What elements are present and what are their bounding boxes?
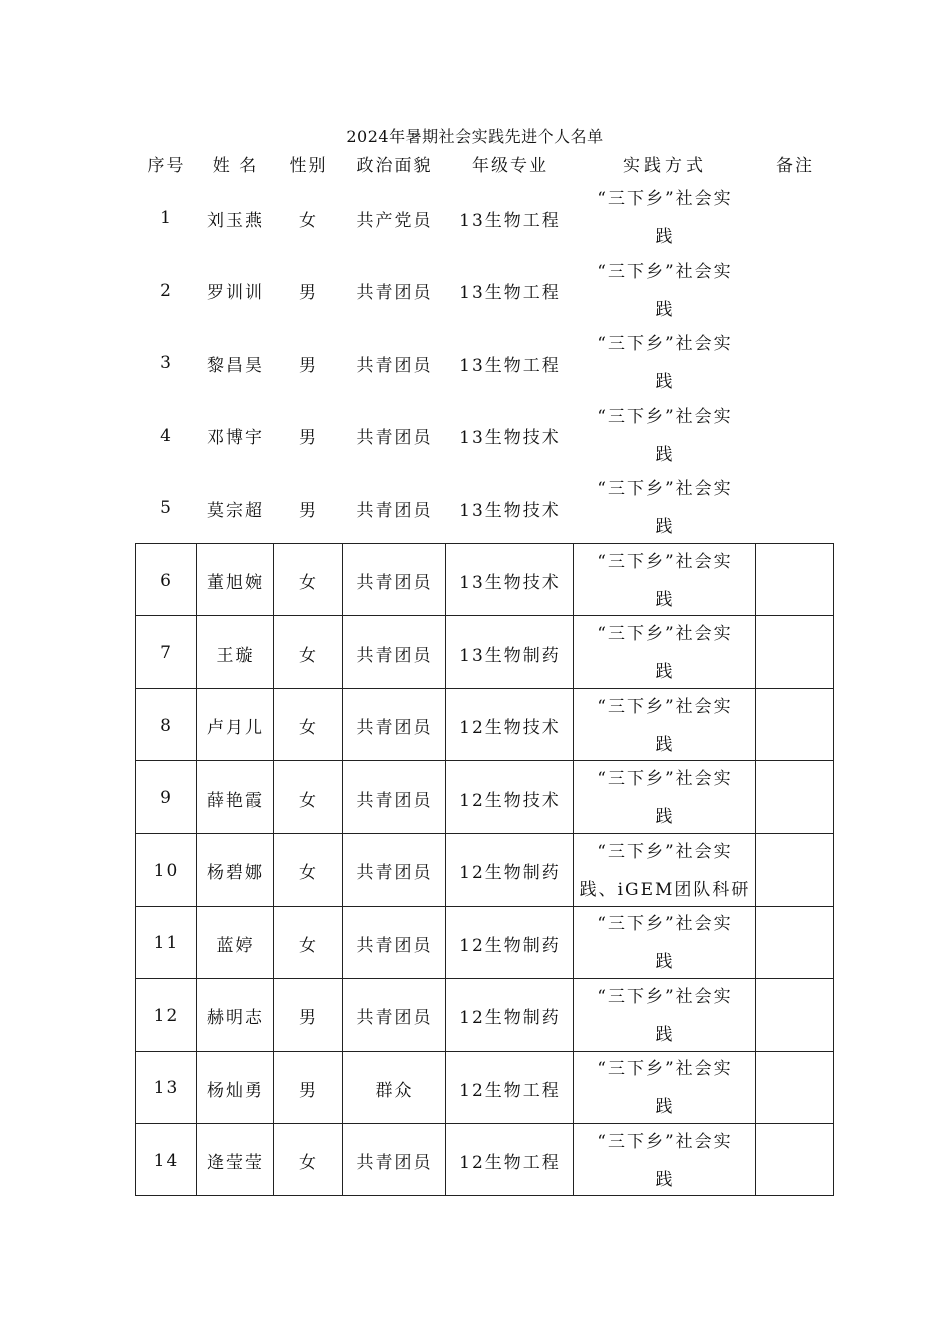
table-row xyxy=(136,690,834,763)
row-method xyxy=(574,1125,756,1198)
row-method-line2: 践 xyxy=(655,299,675,320)
header-name: 姓 名 xyxy=(212,155,259,176)
row-political: 共青团员 xyxy=(356,1008,433,1029)
row-political: 共青团员 xyxy=(356,500,433,521)
row-no: 14 xyxy=(153,1150,180,1171)
row-method-line2: 践 xyxy=(655,807,675,828)
table-row xyxy=(136,400,834,473)
row-major: 13生物工程 xyxy=(459,210,561,231)
header-method: 实践方式 xyxy=(623,155,707,176)
row-note xyxy=(756,835,834,908)
row-major: 13生物工程 xyxy=(459,283,561,304)
row-note xyxy=(756,400,834,473)
row-political: 共青团员 xyxy=(356,573,433,594)
row-name: 王璇 xyxy=(216,645,255,666)
row-gender: 女 xyxy=(299,1153,318,1174)
row-political: 共青团员 xyxy=(356,355,433,376)
row-political: 共青团员 xyxy=(356,645,433,666)
row-method xyxy=(574,182,756,255)
row-gender: 女 xyxy=(299,790,318,811)
row-gender: 女 xyxy=(299,210,318,231)
row-note xyxy=(756,255,834,328)
row-method-line1: “三下乡”社会实 xyxy=(597,1059,733,1080)
row-method-line2: 践、iGEM团队科研 xyxy=(579,879,751,900)
row-method-line1: “三下乡”社会实 xyxy=(597,189,733,210)
row-gender: 男 xyxy=(299,428,318,449)
row-note xyxy=(756,1125,834,1198)
row-major: 12生物技术 xyxy=(459,718,561,739)
header-major: 年级专业 xyxy=(472,155,548,176)
row-no: 1 xyxy=(160,208,173,229)
row-name: 罗训训 xyxy=(207,283,264,304)
row-political: 共青团员 xyxy=(356,1153,433,1174)
row-no: 10 xyxy=(153,860,180,881)
header-political: 政治面貌 xyxy=(356,155,433,176)
row-method-line2: 践 xyxy=(655,1024,675,1045)
row-major: 13生物技术 xyxy=(459,428,561,449)
row-political: 共青团员 xyxy=(356,283,433,304)
row-method xyxy=(574,255,756,328)
row-method-line1: “三下乡”社会实 xyxy=(597,1131,733,1152)
row-method xyxy=(574,762,756,835)
row-no: 12 xyxy=(153,1005,180,1026)
row-method xyxy=(574,617,756,690)
row-note xyxy=(756,472,834,545)
row-gender: 男 xyxy=(299,283,318,304)
row-note xyxy=(756,545,834,618)
row-no: 13 xyxy=(153,1078,180,1099)
row-major: 12生物制药 xyxy=(459,935,561,956)
row-no: 11 xyxy=(153,933,180,954)
table-row xyxy=(136,617,834,690)
row-name: 杨灿勇 xyxy=(207,1080,264,1101)
row-method-line2: 践 xyxy=(655,444,675,465)
row-major: 13生物技术 xyxy=(459,573,561,594)
row-no: 2 xyxy=(160,280,173,301)
table-row xyxy=(136,182,834,255)
row-method-line2: 践 xyxy=(655,589,675,610)
table-row xyxy=(136,762,834,835)
row-name: 杨碧娜 xyxy=(207,863,264,884)
row-method-line2: 践 xyxy=(655,517,675,538)
row-gender: 女 xyxy=(299,573,318,594)
row-gender: 男 xyxy=(299,1008,318,1029)
row-major: 12生物制药 xyxy=(459,1008,561,1029)
row-method-line2: 践 xyxy=(655,952,675,973)
row-method-line1: “三下乡”社会实 xyxy=(597,261,733,282)
header-gender: 性别 xyxy=(289,155,328,176)
row-no: 8 xyxy=(160,715,173,736)
row-political: 群众 xyxy=(375,1080,414,1101)
row-method xyxy=(574,400,756,473)
row-political: 共产党员 xyxy=(356,210,433,231)
row-gender: 女 xyxy=(299,718,318,739)
row-major: 13生物工程 xyxy=(459,355,561,376)
row-note xyxy=(756,327,834,400)
row-method xyxy=(574,835,756,908)
row-major: 12生物技术 xyxy=(459,790,561,811)
table-row xyxy=(136,545,834,618)
row-method-line2: 践 xyxy=(655,227,675,248)
row-method-line2: 践 xyxy=(655,662,675,683)
row-method-line1: “三下乡”社会实 xyxy=(597,624,733,645)
row-note xyxy=(756,980,834,1053)
row-gender: 女 xyxy=(299,645,318,666)
table-row xyxy=(136,907,834,980)
row-name: 刘玉燕 xyxy=(207,210,264,231)
row-gender: 男 xyxy=(299,1080,318,1101)
row-method-line2: 践 xyxy=(655,1169,675,1190)
row-method-line1: “三下乡”社会实 xyxy=(597,914,733,935)
row-name: 卢月儿 xyxy=(207,718,264,739)
row-name: 薛艳霞 xyxy=(207,790,264,811)
row-note xyxy=(756,762,834,835)
table-row xyxy=(136,472,834,545)
row-name: 邓博宇 xyxy=(207,428,264,449)
row-no: 7 xyxy=(160,643,173,664)
row-method-line1: “三下乡”社会实 xyxy=(597,696,733,717)
table-row xyxy=(136,1052,834,1125)
row-name: 蓝婷 xyxy=(216,935,255,956)
row-political: 共青团员 xyxy=(356,718,433,739)
row-method-line1: “三下乡”社会实 xyxy=(597,769,733,790)
row-major: 12生物制药 xyxy=(459,863,561,884)
row-method-line2: 践 xyxy=(655,372,675,393)
row-gender: 女 xyxy=(299,863,318,884)
row-method xyxy=(574,980,756,1053)
row-method-line1: “三下乡”社会实 xyxy=(597,841,733,862)
row-method-line1: “三下乡”社会实 xyxy=(597,406,733,427)
row-note xyxy=(756,182,834,255)
row-method-line1: “三下乡”社会实 xyxy=(597,479,733,500)
row-name: 赫明志 xyxy=(207,1008,264,1029)
row-name: 莫宗超 xyxy=(207,500,264,521)
row-method-line1: “三下乡”社会实 xyxy=(597,334,733,355)
row-major: 13生物制药 xyxy=(459,645,561,666)
row-method xyxy=(574,327,756,400)
row-method-line1: “三下乡”社会实 xyxy=(597,986,733,1007)
row-no: 9 xyxy=(160,788,173,809)
table-row xyxy=(136,1125,834,1198)
row-method xyxy=(574,1052,756,1125)
row-no: 3 xyxy=(160,353,173,374)
row-method-line1: “三下乡”社会实 xyxy=(597,551,733,572)
row-no: 6 xyxy=(160,570,173,591)
table-row xyxy=(136,327,834,400)
row-gender: 女 xyxy=(299,935,318,956)
row-method xyxy=(574,472,756,545)
header-no: 序号 xyxy=(147,155,186,176)
page-title: 2024年暑期社会实践先进个人名单 xyxy=(346,127,604,146)
row-political: 共青团员 xyxy=(356,790,433,811)
row-note xyxy=(756,907,834,980)
table-row xyxy=(136,835,834,908)
row-major: 12生物工程 xyxy=(459,1080,561,1101)
row-method-line2: 践 xyxy=(655,1097,675,1118)
row-note xyxy=(756,617,834,690)
row-major: 12生物工程 xyxy=(459,1153,561,1174)
row-political: 共青团员 xyxy=(356,935,433,956)
row-note xyxy=(756,690,834,763)
row-major: 13生物技术 xyxy=(459,500,561,521)
row-method xyxy=(574,907,756,980)
row-gender: 男 xyxy=(299,500,318,521)
header-note: 备注 xyxy=(776,155,814,176)
row-political: 共青团员 xyxy=(356,863,433,884)
row-name: 黎昌昊 xyxy=(207,355,264,376)
row-gender: 男 xyxy=(299,355,318,376)
row-name: 逄莹莹 xyxy=(207,1153,264,1174)
row-political: 共青团员 xyxy=(356,428,433,449)
row-method-line2: 践 xyxy=(655,734,675,755)
row-note xyxy=(756,1052,834,1125)
row-method xyxy=(574,690,756,763)
row-method xyxy=(574,545,756,618)
table-body xyxy=(136,182,834,1197)
table-row xyxy=(136,980,834,1053)
row-no: 5 xyxy=(160,498,173,519)
row-no: 4 xyxy=(160,425,173,446)
table-row xyxy=(136,255,834,328)
row-name: 董旭婉 xyxy=(207,573,264,594)
